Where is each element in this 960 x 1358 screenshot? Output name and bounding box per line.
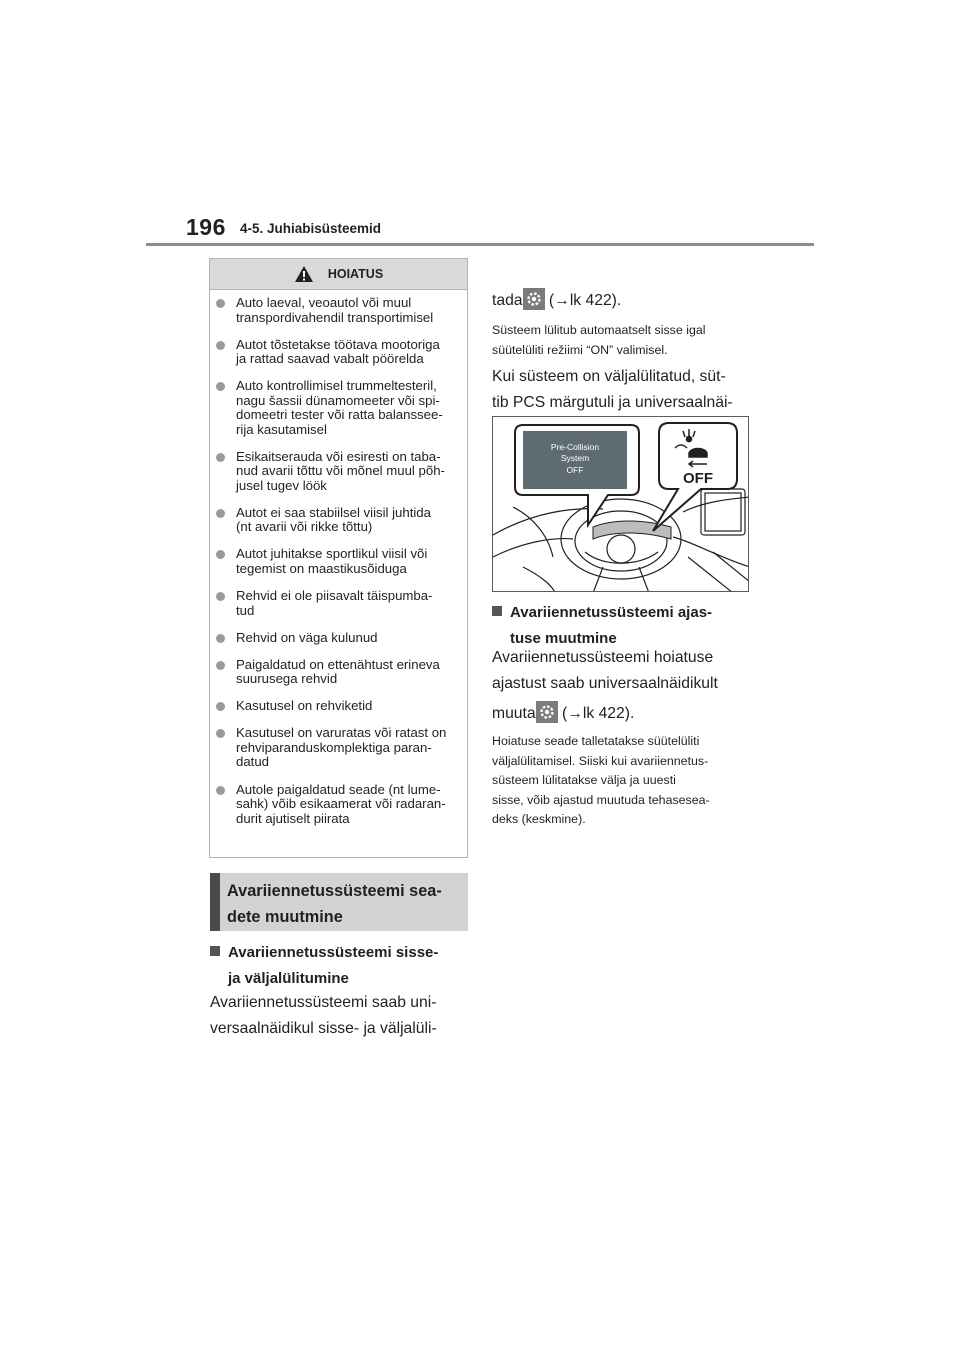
gear-icon — [536, 701, 558, 723]
warning-title: HOIATUS — [327, 267, 384, 281]
bullet-icon — [216, 592, 225, 601]
body-paragraph — [492, 645, 718, 731]
warning-triangle-icon — [294, 265, 314, 283]
note-line: süütelüliti režiimi “ON” valimisel. — [492, 342, 668, 357]
warning-line: Autot ei saa stabiilsel viisil juhtida — [236, 504, 431, 520]
warning-item — [216, 631, 459, 646]
body-line: Kui süsteem on väljalülitatud, süt- — [492, 368, 726, 385]
warning-item — [216, 547, 459, 576]
subheading-line: Avariiennetussüsteemi sisse- — [228, 944, 439, 961]
bullet-icon — [216, 550, 225, 559]
warning-line: sahk) võib esikaamerat või radaran- — [236, 796, 446, 812]
warning-item — [216, 658, 459, 687]
warning-list — [210, 290, 467, 826]
square-bullet-icon — [210, 946, 220, 956]
warning-line: Autot juhitakse sportlikul viisil või — [236, 546, 428, 562]
note-ignition — [492, 321, 706, 360]
indicator-label: OFF — [683, 470, 713, 487]
body-line: Avariiennetussüsteemi saab uni- — [210, 994, 437, 1011]
subheading-on-off — [210, 940, 438, 992]
warning-line: Auto kontrollimisel trummeltesteril, — [236, 378, 437, 394]
body-continuation — [492, 288, 621, 314]
bullet-icon — [216, 634, 225, 643]
bullet-icon — [216, 702, 225, 711]
warning-line: Esikaitserauda või esiresti on taba- — [236, 448, 441, 464]
warning-line: transpordivahendil transportimisel — [236, 309, 434, 325]
section-title: 4-5. Juhiabisüsteemid — [240, 221, 382, 236]
note-line: väljalülitamisel. Siiski kui avariiennetus- — [492, 753, 709, 768]
body-line: tada — [492, 292, 523, 309]
page-reference: (→lk 422). — [544, 292, 622, 309]
warning-line: Rehvid ei ole piisavalt täispumba- — [236, 588, 433, 604]
body-line: versaalnäidikul sisse- ja väljalüli- — [210, 1020, 437, 1037]
bullet-icon — [216, 786, 225, 795]
page-number: 196 — [186, 214, 226, 240]
warning-line: ja rattad saavad vabalt pöörelda — [236, 351, 424, 367]
warning-item — [216, 338, 459, 367]
warning-line: nagu šassii dünamomeeter või spi- — [236, 392, 440, 408]
subheading-line: Avariiennetussüsteemi ajas- — [510, 604, 713, 621]
note-line: deks (keskmine). — [492, 812, 586, 826]
warning-line: nud avarii tõttu või mõnel muul põh- — [236, 463, 445, 479]
warning-item — [216, 699, 459, 714]
warning-line: Auto laeval, veoautol või muul — [236, 295, 412, 310]
warning-line: Autot tõstetakse töötava mootoriga — [236, 336, 440, 352]
warning-line: tegemist on maastikusõiduga — [236, 560, 407, 576]
subheading-line: ja väljalülitumine — [228, 970, 349, 987]
section-heading-line: Avariiennetussüsteemi sea- — [227, 882, 442, 900]
warning-item — [216, 506, 459, 535]
bullet-icon — [216, 453, 225, 462]
display-line: Pre-Collision — [550, 442, 600, 452]
display-line: System — [560, 453, 590, 463]
warning-line: suurusega rehvid — [236, 671, 338, 687]
square-bullet-icon — [492, 606, 502, 616]
bullet-icon — [216, 341, 225, 350]
warning-item — [216, 783, 459, 827]
page-reference: (→lk 422). — [557, 705, 635, 722]
warning-header — [210, 259, 467, 290]
warning-line: Kasutusel on rehviketid — [236, 698, 373, 714]
warning-item — [216, 379, 459, 437]
warning-line: jusel tugev löök — [236, 477, 327, 493]
warning-line: Autole paigaldatud seade (nt lume- — [236, 781, 441, 797]
warning-line: domeetri tester või ratta balanssee- — [236, 407, 443, 423]
dashboard-illustration — [492, 416, 749, 592]
body-line: Avariiennetussüsteemi hoiatuse — [492, 649, 714, 666]
warning-line: datud — [236, 754, 270, 770]
section-heading-line: dete muutmine — [227, 908, 343, 926]
note-line: sisse, võib ajastud muutuda tehasesea- — [492, 792, 710, 807]
warning-box — [209, 258, 468, 858]
warning-item — [216, 450, 459, 494]
bullet-icon — [216, 509, 225, 518]
body-line: tib PCS märgutuli ja universaalnäi- — [492, 394, 733, 411]
warning-line: rehviparanduskomplektiga paran- — [236, 739, 432, 755]
section-heading — [210, 873, 468, 931]
warning-line: tud — [236, 602, 255, 618]
warning-line: Kasutusel on varuratas või ratast on — [236, 725, 447, 741]
body-line: muuta — [492, 705, 536, 722]
warning-item — [216, 589, 459, 618]
header-divider — [146, 243, 814, 246]
gear-icon — [523, 288, 545, 310]
bullet-icon — [216, 661, 225, 670]
note-line: Hoiatuse seade talletatakse süütelüliti — [492, 734, 700, 748]
note-timing — [492, 732, 710, 830]
note-line: süsteem lülitatakse välja ja uuesti — [492, 773, 676, 787]
subheading-line: tuse muutmine — [510, 630, 617, 647]
body-paragraph — [210, 990, 437, 1042]
warning-line: Rehvid on väga kulunud — [236, 629, 378, 645]
bullet-icon — [216, 382, 225, 391]
warning-line: (nt avarii või rikke tõttu) — [236, 519, 373, 535]
note-line: Süsteem lülitub automaatselt sisse igal — [492, 323, 706, 337]
body-line: ajastust saab universaalnäidikult — [492, 675, 718, 692]
display-line: OFF — [566, 465, 584, 475]
warning-item — [216, 726, 459, 770]
warning-line: Paigaldatud on ettenähtust erineva — [236, 656, 440, 672]
bullet-icon — [216, 299, 225, 308]
warning-item — [216, 296, 459, 325]
warning-line: rija kasutamisel — [236, 421, 327, 437]
warning-line: durit ajutiselt piirata — [236, 810, 350, 826]
bullet-icon — [216, 729, 225, 738]
